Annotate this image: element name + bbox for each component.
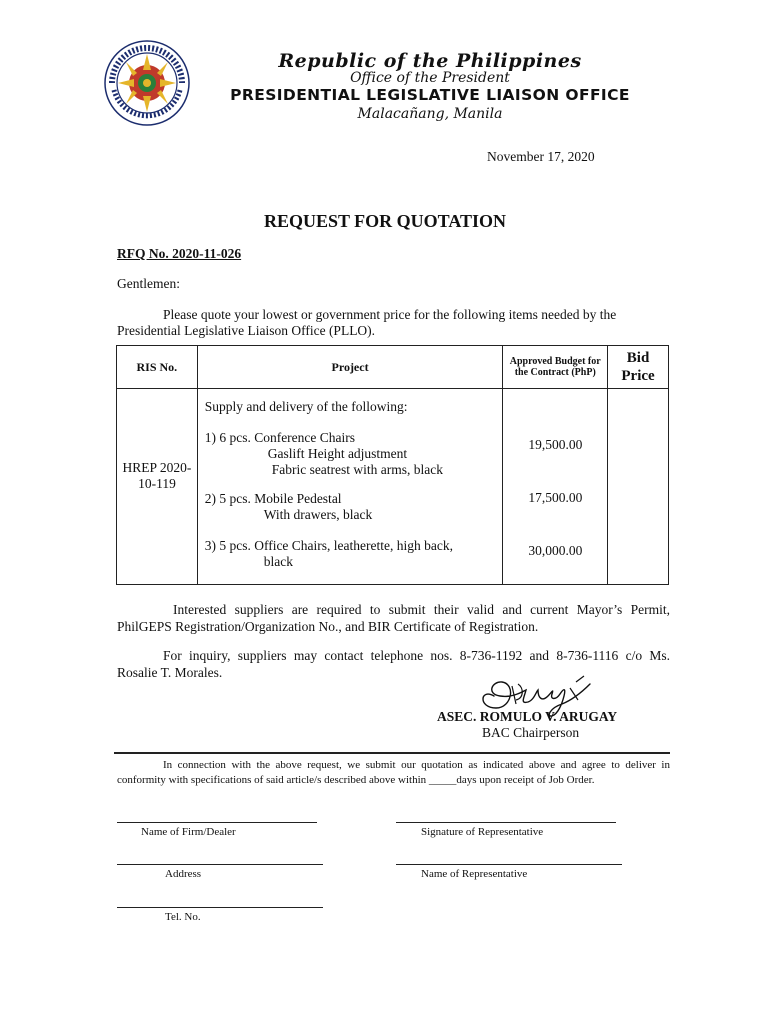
page-title: REQUEST FOR QUOTATION xyxy=(263,211,507,231)
divider xyxy=(114,752,670,754)
tel-label: Tel. No. xyxy=(165,911,201,923)
item-3-line-1: 3) 5 pcs. Office Chairs, leatherette, high back, xyxy=(204,538,453,553)
table-header-row xyxy=(117,346,669,389)
item-1-line-3: Fabric seatrest with arms, black xyxy=(271,462,444,477)
document-date: November 17, 2020 xyxy=(487,149,595,164)
item-2-line-1: 2) 5 pcs. Mobile Pedestal xyxy=(204,491,342,506)
rfq-number: RFQ No. 2020-11-026 xyxy=(117,246,242,261)
item-3-budget: 30,000.00 xyxy=(528,543,583,558)
signatory-role: BAC Chairperson xyxy=(482,725,580,740)
header-budget: Approved Budget for the Contract (PhP) xyxy=(503,346,608,389)
ris-cell xyxy=(117,389,198,585)
header-agency: PRESIDENTIAL LEGISLATIVE LIAISON OFFICE xyxy=(230,86,630,104)
budget-cell xyxy=(503,389,608,585)
item-1-line-1: 1) 6 pcs. Conference Chairs xyxy=(204,430,356,445)
project-cell xyxy=(197,389,503,585)
item-1-line-2: Gaslift Height adjustment xyxy=(267,446,408,461)
items-table xyxy=(116,345,669,585)
bid-cell[interactable] xyxy=(608,389,669,585)
item-2-line-2: With drawers, black xyxy=(263,507,373,522)
requirements-paragraph: Interested suppliers are required to submit their valid and current Mayor’s Permit, PhilGEPS Registration/Organization No., and BIR Certificate of Registration. xyxy=(117,602,670,634)
header-office: Office of the President xyxy=(350,70,510,86)
rep-name-label: Name of Representative xyxy=(421,868,528,880)
header-project: Project xyxy=(197,346,503,389)
greeting: Gentlemen: xyxy=(117,276,180,291)
signature-label: Signature of Representative xyxy=(421,826,544,838)
item-3-line-2: black xyxy=(263,554,293,569)
project-intro: Supply and delivery of the following: xyxy=(204,399,408,414)
inquiry-paragraph: For inquiry, suppliers may contact telephone nos. 8-736-1192 and 8-736-1116 c/o Ms. Rosalie T. Morales. xyxy=(117,648,670,680)
signature-line[interactable] xyxy=(396,822,616,823)
ris-value: HREP 2020-10-119 xyxy=(122,460,192,491)
rep-name-line[interactable] xyxy=(396,864,622,865)
header-bid: Bid Price xyxy=(608,346,669,389)
signatory-name: ASEC. ROMULO V. ARUGAY xyxy=(437,709,618,724)
firm-label: Name of Firm/Dealer xyxy=(141,826,236,838)
address-label: Address xyxy=(165,868,202,880)
item-1-budget: 19,500.00 xyxy=(528,437,583,452)
header-location: Malacañang, Manila xyxy=(357,106,503,122)
intro-paragraph: Please quote your lowest or government price for the following items needed by the Presidential Legislative Liaison Office (PLLO). xyxy=(117,307,617,338)
firm-line[interactable] xyxy=(117,822,317,823)
header-ris: RIS No. xyxy=(117,346,198,389)
tel-line[interactable] xyxy=(117,907,323,908)
reply-note: In connection with the above request, we submit our quotation as indicated above and agree to deliver in conformity with specifications of said article/s described above within _____days upon receipt of Job Order. xyxy=(117,759,670,786)
item-2-budget: 17,500.00 xyxy=(528,490,583,505)
table-row xyxy=(117,389,669,585)
address-line[interactable] xyxy=(117,864,323,865)
header-republic: Republic of the Philippines xyxy=(278,50,582,72)
